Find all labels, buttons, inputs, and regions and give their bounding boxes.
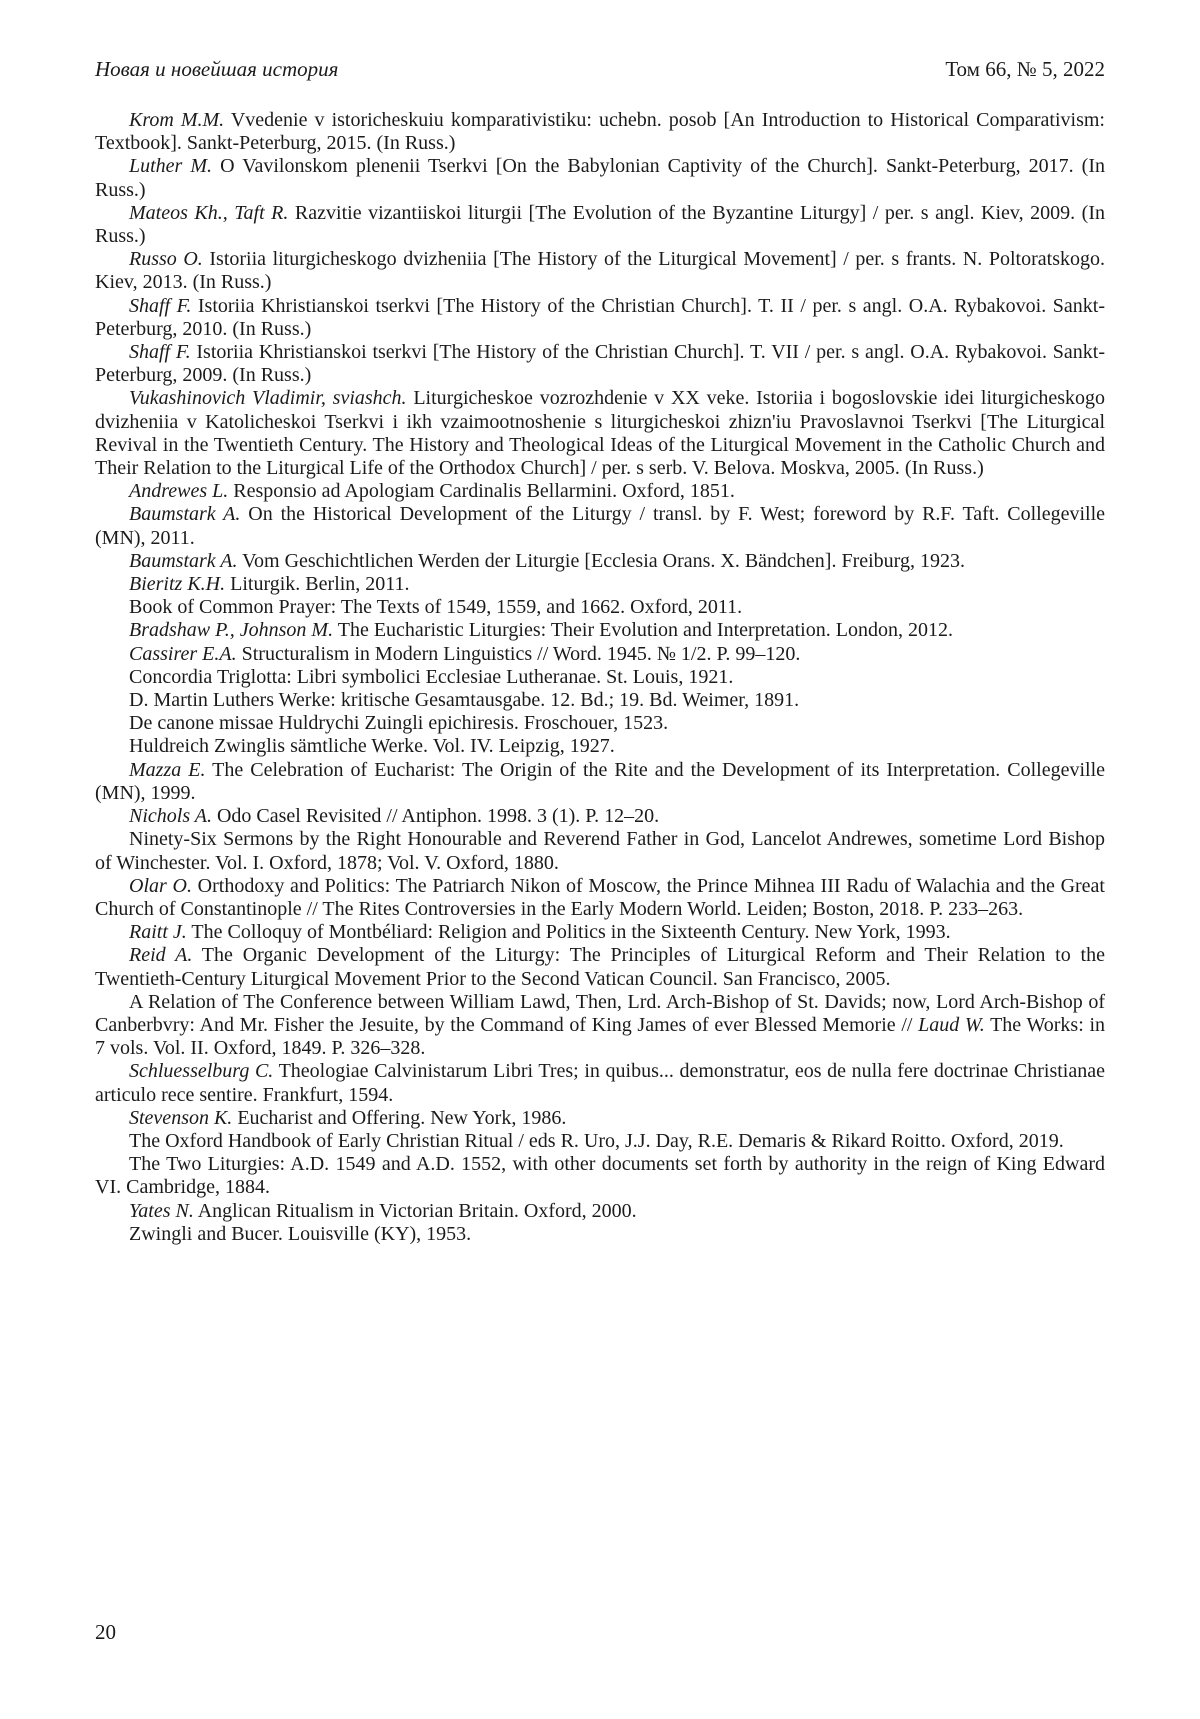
- reference-text: On the Historical Development of the Liturgy / transl. by F. West; foreword by R.F. Taft. Collegeville (MN), 2011.: [95, 503, 1105, 549]
- journal-title: Новая и новейшая история: [95, 57, 339, 81]
- issue-info: Том 66, № 5, 2022: [945, 57, 1105, 81]
- reference-text: D. Martin Luthers Werke: kritische Gesamtausgabe. 12. Bd.; 19. Bd. Weimer, 1891.: [129, 689, 800, 712]
- reference-text: Huldreich Zwinglis sämtliche Werke. Vol. IV. Leipzig, 1927.: [129, 735, 615, 758]
- reference-entry: [95, 202, 1105, 248]
- reference-author: Baumstark A.: [129, 549, 238, 572]
- reference-entry: [95, 921, 1105, 944]
- reference-entry: [95, 1223, 1105, 1246]
- reference-text: The Eucharistic Liturgies: Their Evolution and Interpretation. London, 2012.: [333, 619, 953, 642]
- reference-entry: [95, 295, 1105, 341]
- reference-author: Stevenson K.: [129, 1106, 233, 1129]
- reference-author: Baumstark A.: [129, 503, 241, 526]
- reference-entry: [95, 619, 1105, 642]
- reference-author: Mateos Kh., Taft R.: [129, 201, 289, 224]
- reference-author: Shaff F.: [129, 341, 191, 364]
- reference-entry: [95, 1200, 1105, 1223]
- reference-entry: [95, 805, 1105, 828]
- reference-text: Vvedenie v istoricheskuiu komparativistiku: uchebn. posob [An Introduction to Historical Comparativism: Textbook]. Sankt-Peterburg, 2015. (In Russ.): [95, 109, 1105, 155]
- reference-entry: [95, 1153, 1105, 1199]
- reference-text: O Vavilonskom plenenii Tserkvi [On the Babylonian Captivity of the Church]. Sankt-Peterburg, 2017. (In Russ.): [95, 155, 1105, 201]
- reference-text: Istoriia Khristianskoi tserkvi [The History of the Christian Church]. T. VII / per. s angl. O.A. Rybakovoi. Sankt-Peterburg, 2009. (In Russ.): [95, 341, 1105, 387]
- reference-author: Raitt J.: [129, 921, 187, 944]
- reference-text: Istoriia Khristianskoi tserkvi [The History of the Christian Church]. T. II / per. s angl. O.A. Rybakovoi. Sankt-Peterburg, 2010. (In Russ.): [95, 294, 1105, 340]
- reference-author: Shaff F.: [129, 294, 192, 317]
- reference-text: Eucharist and Offering. New York, 1986.: [232, 1106, 567, 1129]
- reference-author: Bradshaw P., Johnson M.: [129, 619, 334, 642]
- reference-entry: [95, 666, 1105, 689]
- reference-author: Nichols A.: [129, 805, 212, 828]
- reference-text: Liturgicheskoe vozrozhdenie v XX veke. Istoriia i bogoslovskie idei liturgicheskogo dvizheniia v Katolicheskoi Tserkvi i ikh vzaimootnoshenie s liturgicheskoi zhizn'iu Pravoslavnoi Tserkvi [The Liturgical Revival in the Twentieth Century. The History and Theological Ideas of the Liturgical Movement in the Catholic Church and Their Relation to the Liturgical Life of the Orthodox Church] / per. s serb. V. Belova. Moskva, 2005. (In Russ.): [95, 387, 1105, 480]
- reference-author: Russo O.: [129, 248, 203, 271]
- reference-entry: [95, 828, 1105, 874]
- reference-author: Yates N.: [129, 1199, 194, 1222]
- reference-text: The Works: in 7 vols. Vol. II. Oxford, 1849. P. 326–328.: [95, 1013, 1105, 1060]
- reference-entry: [95, 712, 1105, 735]
- reference-author: Vukashinovich Vladimir, sviashch.: [129, 387, 407, 410]
- reference-entry: [95, 155, 1105, 201]
- reference-text: Theologiae Calvinistarum Libri Tres; in quibus... demonstratur, eos de nulla fere doctrinae Christianae articulo rece sentire. Frankfurt, 1594.: [95, 1060, 1105, 1106]
- reference-entry: [95, 944, 1105, 990]
- reference-author: Krom M.M.: [129, 109, 225, 131]
- reference-entry: [95, 1060, 1105, 1106]
- reference-text: Responsio ad Apologiam Cardinalis Bellarmini. Oxford, 1851.: [228, 480, 735, 503]
- reference-text: Book of Common Prayer: The Texts of 1549, 1559, and 1662. Oxford, 2011.: [129, 596, 743, 619]
- reference-author: Luther M.: [129, 155, 213, 178]
- reference-entry: [95, 109, 1105, 155]
- reference-author: Mazza E.: [129, 758, 206, 781]
- reference-text: Zwingli and Bucer. Louisville (KY), 1953.: [129, 1222, 472, 1245]
- reference-author: Olar O.: [129, 874, 192, 897]
- reference-text: Concordia Triglotta: Libri symbolici Ecclesiae Lutheranae. St. Louis, 1921.: [129, 665, 734, 688]
- page-number: 20: [95, 1620, 116, 1644]
- reference-author: Cassirer E.A.: [129, 642, 237, 665]
- reference-entry: [95, 248, 1105, 294]
- reference-list: [95, 109, 1105, 1246]
- reference-text: Vom Geschichtlichen Werden der Liturgie [Ecclesia Orans. X. Bändchen]. Freiburg, 1923.: [237, 549, 965, 572]
- reference-text: De canone missae Huldrychi Zuingli epichiresis. Froschouer, 1523.: [129, 712, 669, 735]
- reference-entry: [95, 1130, 1105, 1153]
- reference-author: Andrewes L.: [129, 480, 229, 503]
- reference-text: Anglican Ritualism in Victorian Britain. Oxford, 2000.: [193, 1199, 637, 1222]
- reference-entry: [95, 480, 1105, 503]
- reference-text: Orthodoxy and Politics: The Patriarch Nikon of Moscow, the Prince Mihnea III Radu of Walachia and the Great Church of Constantinople // The Rites Controversies in the Early Modern World. Leiden; Boston, 2018. P. 233–263.: [95, 874, 1105, 920]
- reference-entry: [95, 550, 1105, 573]
- reference-entry: [95, 596, 1105, 619]
- reference-text: Liturgik. Berlin, 2011.: [225, 573, 410, 596]
- reference-author: Schluesselburg C.: [129, 1060, 274, 1083]
- reference-entry: [95, 643, 1105, 666]
- reference-text: Istoriia liturgicheskogo dvizheniia [The History of the Liturgical Movement] / per. s frants. N. Poltoratskogo. Kiev, 2013. (In Russ.): [95, 248, 1105, 294]
- reference-text: The Colloquy of Montbéliard: Religion and Politics in the Sixteenth Century. New York, 1993.: [186, 921, 951, 944]
- reference-text: Odo Casel Revisited // Antiphon. 1998. 3 (1). P. 12–20.: [211, 805, 660, 828]
- reference-entry: [95, 1107, 1105, 1130]
- reference-text: Razvitie vizantiiskoi liturgii [The Evolution of the Byzantine Liturgy] / per. s angl. Kiev, 2009. (In Russ.): [95, 201, 1105, 248]
- reference-author: Reid A.: [129, 944, 193, 967]
- reference-text: The Oxford Handbook of Early Christian Ritual / eds R. Uro, J.J. Day, R.E. Demaris & Rikard Roitto. Oxford, 2019.: [129, 1129, 1064, 1152]
- reference-entry: [95, 341, 1105, 387]
- reference-text: The Two Liturgies: A.D. 1549 and A.D. 1552, with other documents set forth by authority in the reign of King Edward VI. Cambridge, 1884.: [95, 1153, 1105, 1199]
- reference-author: Laud W.: [918, 1013, 985, 1036]
- reference-entry: [95, 759, 1105, 805]
- reference-text: The Organic Development of the Liturgy: The Principles of Liturgical Reform and Their Relation to the Twentieth-Century Liturgical Movement Prior to the Second Vatican Council. San Francisco, 2005.: [95, 944, 1105, 990]
- reference-entry: [95, 991, 1105, 1061]
- reference-entry: [95, 573, 1105, 596]
- reference-text: The Celebration of Eucharist: The Origin of the Rite and the Development of its Interpretation. Collegeville (MN), 1999.: [95, 758, 1105, 804]
- reference-entry: [95, 735, 1105, 758]
- reference-entry: [95, 689, 1105, 712]
- reference-author: Bieritz K.H.: [129, 573, 226, 596]
- reference-entry: [95, 387, 1105, 480]
- reference-entry: [95, 875, 1105, 921]
- reference-text: A Relation of The Conference between William Lawd, Then, Lrd. Arch-Bishop of St. Davids; now, Lord Arch-Bishop of Canberbvry: And Mr. Fisher the Jesuite, by the Command of King James of ever Blessed Memorie //: [95, 990, 1105, 1036]
- reference-entry: [95, 503, 1105, 549]
- running-header: [95, 57, 1105, 81]
- reference-text: Structuralism in Modern Linguistics // Word. 1945. № 1/2. P. 99–120.: [236, 642, 801, 665]
- reference-text: Ninety-Six Sermons by the Right Honourable and Reverend Father in God, Lancelot Andrewes, sometime Lord Bishop of Winchester. Vol. I. Oxford, 1878; Vol. V. Oxford, 1880.: [95, 828, 1105, 874]
